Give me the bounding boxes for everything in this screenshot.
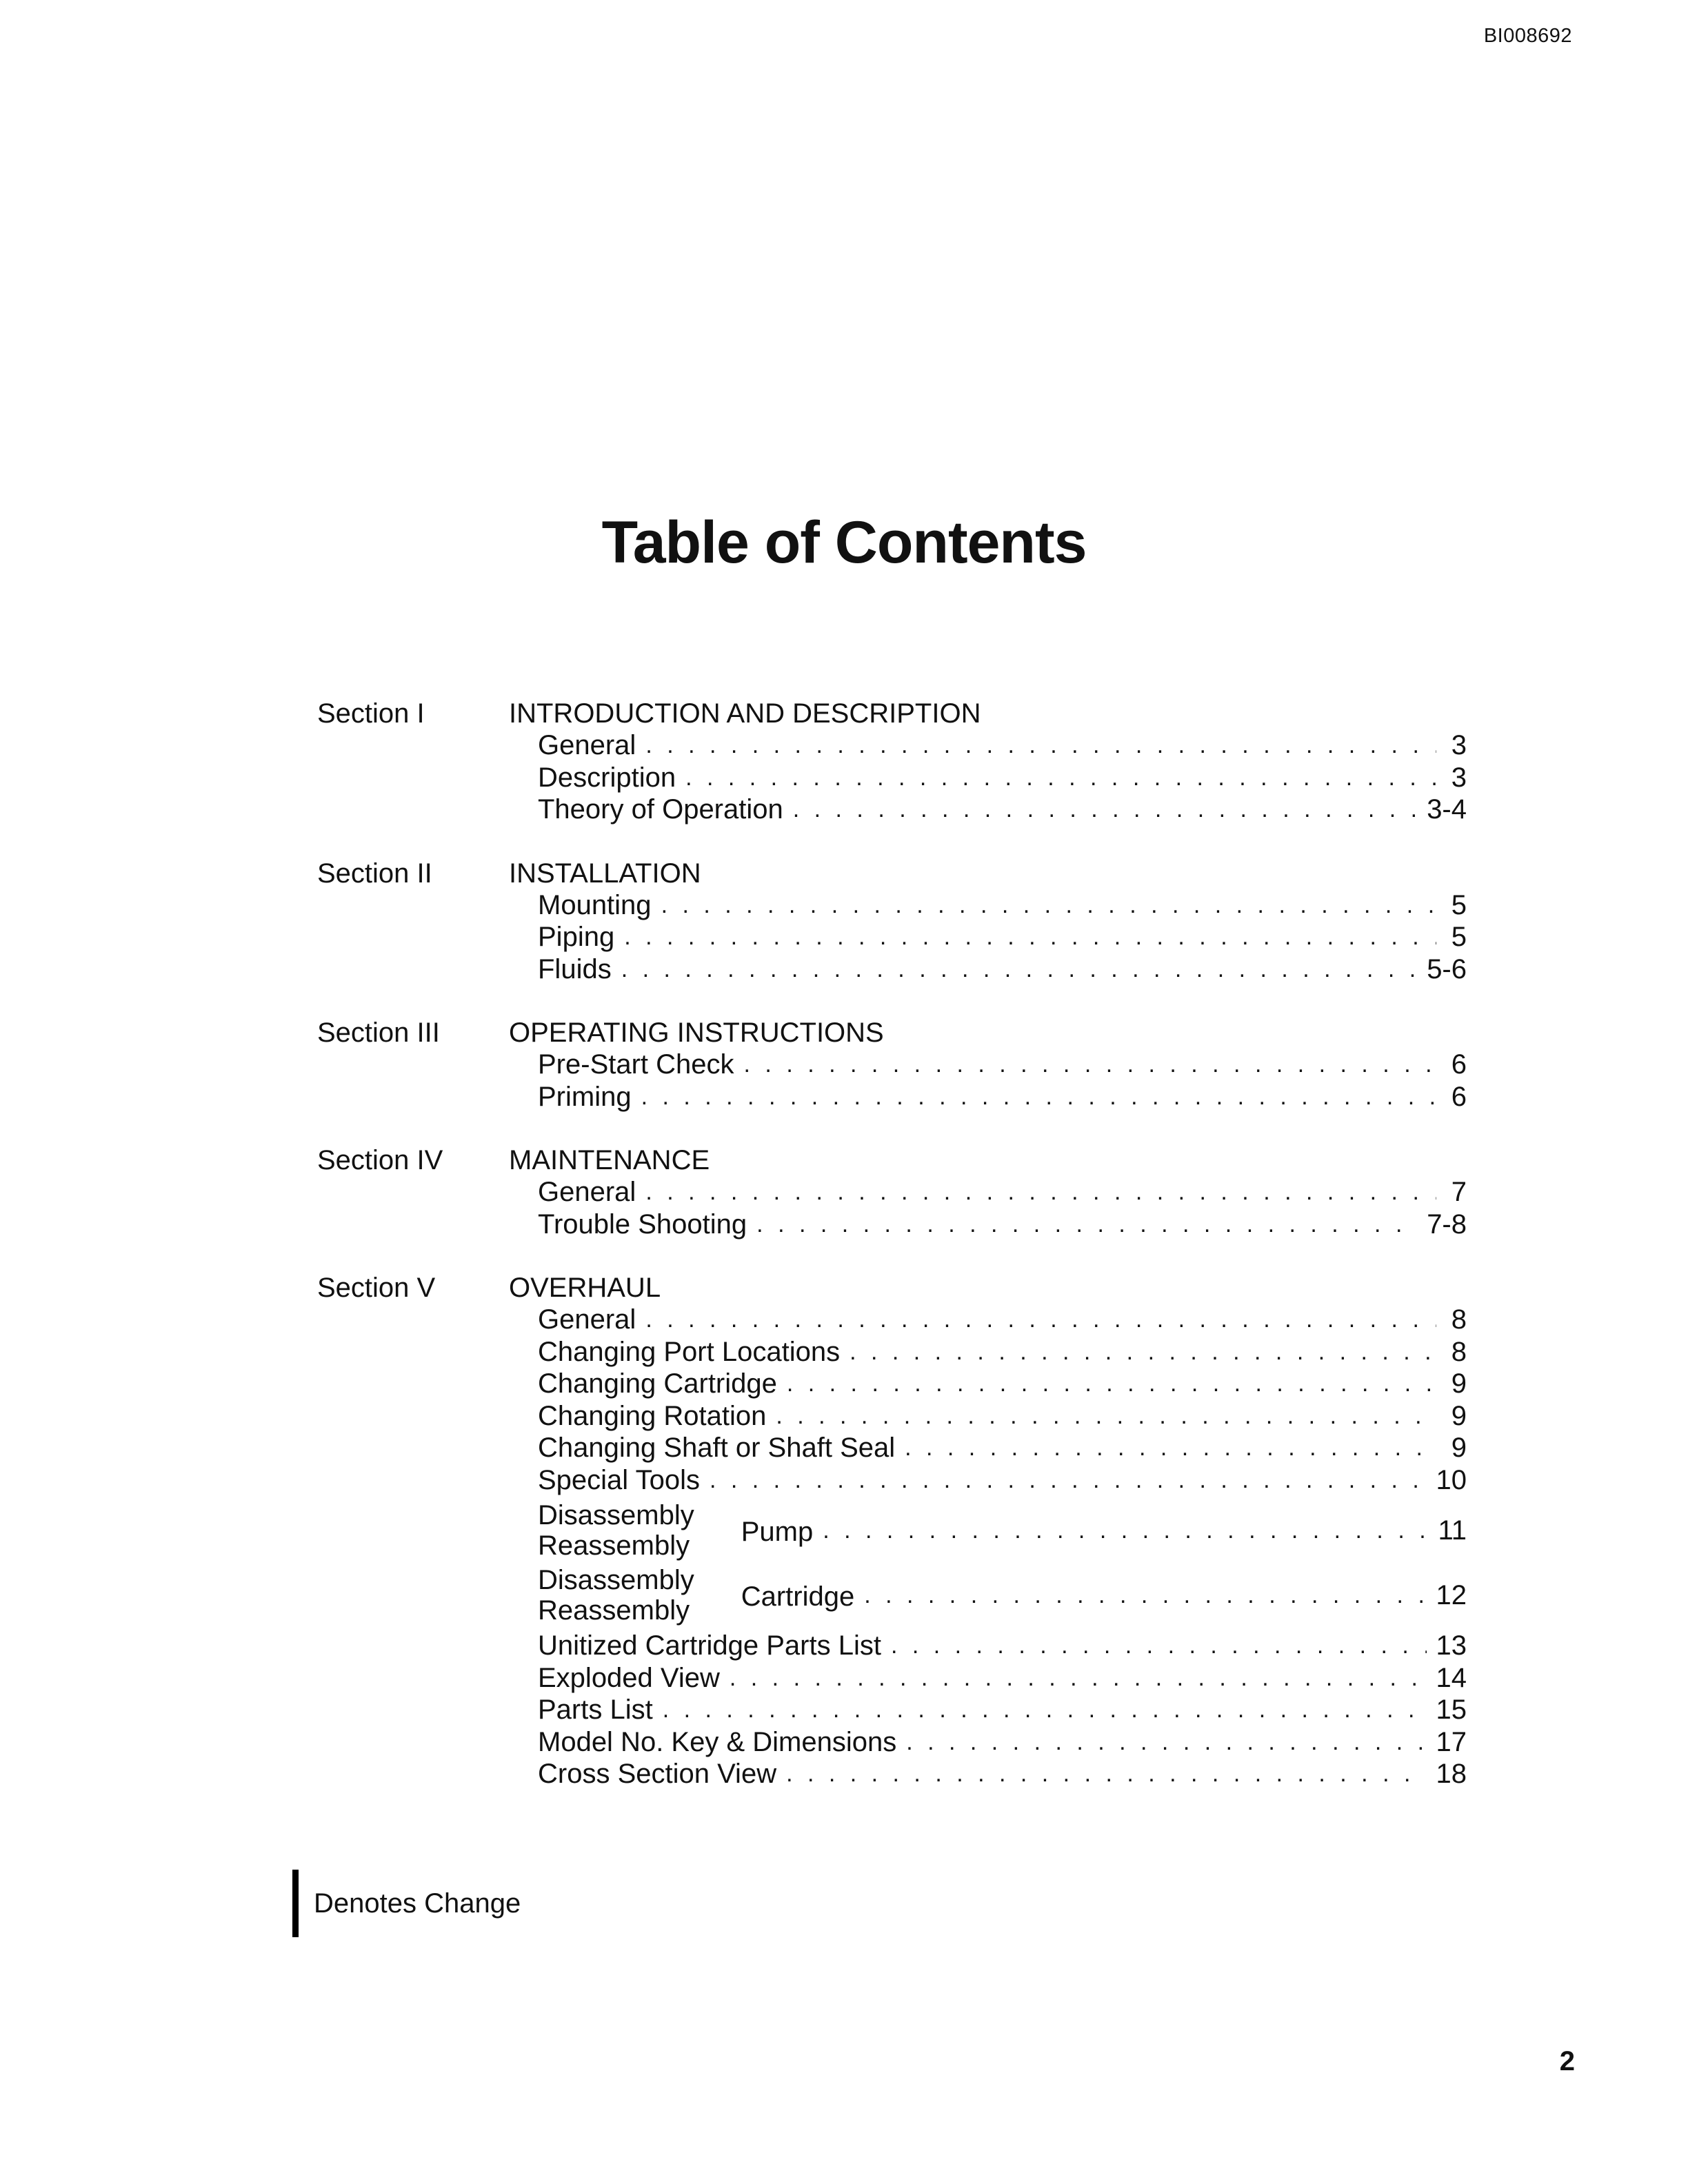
toc-entry-title: Pump	[741, 1516, 814, 1547]
change-bar-marker	[292, 1870, 299, 1937]
toc-section-5	[0, 1272, 1688, 1790]
dot-leader	[864, 1579, 1426, 1612]
group-labels	[538, 1500, 694, 1561]
group-labels	[538, 1565, 694, 1626]
toc-entry-page: 6	[1451, 1081, 1467, 1112]
dot-leader	[645, 1304, 1436, 1336]
dot-leader	[793, 793, 1417, 826]
toc-entry-title: Special Tools	[538, 1464, 700, 1495]
dot-leader	[621, 953, 1417, 986]
toc-entry[interactable]	[538, 1336, 1467, 1368]
toc-entry[interactable]	[538, 1049, 1467, 1081]
section-heading: MAINTENANCE	[509, 1145, 710, 1175]
dot-leader	[905, 1432, 1436, 1464]
toc-entry-page: 17	[1436, 1726, 1467, 1757]
dot-leader	[645, 1176, 1436, 1209]
group-label-top: Disassembly	[538, 1500, 694, 1530]
toc-entry-group[interactable]	[538, 1500, 1467, 1561]
dot-leader	[744, 1049, 1436, 1081]
group-label-bottom: Reassembly	[538, 1530, 690, 1561]
toc-entry[interactable]	[538, 1209, 1467, 1241]
toc-entry-page: 11	[1438, 1515, 1467, 1546]
toc-entry-title: Model No. Key & Dimensions	[538, 1726, 897, 1757]
section-label: Section IV	[317, 1145, 443, 1175]
dot-leader	[850, 1336, 1436, 1368]
legend-text: Denotes Change	[314, 1888, 521, 1919]
section-label: Section V	[317, 1273, 436, 1303]
toc-entry-page: 18	[1436, 1759, 1467, 1789]
dot-leader	[685, 762, 1436, 794]
toc-entry-title: Changing Cartridge	[538, 1368, 777, 1399]
toc-entry-page: 14	[1436, 1662, 1467, 1693]
document-id: BI008692	[1483, 25, 1572, 47]
toc-entry-title: General	[538, 1304, 636, 1335]
toc-entry[interactable]	[538, 762, 1467, 794]
toc-entry-title: Unitized Cartridge Parts List	[538, 1630, 881, 1661]
page-number: 2	[1559, 2046, 1575, 2076]
dot-leader	[823, 1515, 1428, 1547]
toc-entry[interactable]	[538, 1176, 1467, 1209]
toc-entry[interactable]	[538, 1630, 1467, 1662]
dot-leader	[756, 1209, 1417, 1241]
toc-entry[interactable]	[538, 793, 1467, 826]
toc-entry-page: 10	[1436, 1464, 1467, 1495]
page-title: Table of Contents	[601, 509, 1087, 576]
dot-leader	[891, 1630, 1427, 1662]
toc-entry-title: Piping	[538, 922, 615, 952]
dot-leader	[624, 921, 1436, 953]
toc-entry-page: 7	[1451, 1177, 1467, 1207]
toc-entry-title: Theory of Operation	[538, 794, 783, 825]
toc-entry-page: 8	[1451, 1304, 1467, 1335]
toc-entry[interactable]	[538, 1400, 1467, 1433]
toc-entry-title: Priming	[538, 1081, 632, 1112]
dot-leader	[661, 889, 1436, 922]
dot-leader	[645, 729, 1436, 762]
toc-entry-title: Mounting	[538, 889, 652, 920]
toc-entry[interactable]	[538, 1694, 1467, 1726]
toc-entry-page: 3	[1451, 730, 1467, 760]
toc-entry-title: General	[538, 730, 636, 760]
toc-section-3	[0, 1017, 1688, 1113]
toc-entry-page: 9	[1451, 1433, 1467, 1463]
toc-entry-title: Pre-Start Check	[538, 1049, 734, 1080]
toc-entry-title: Changing Shaft or Shaft Seal	[538, 1433, 896, 1463]
section-label: Section II	[317, 858, 432, 889]
toc-entry-title: Parts List	[538, 1695, 653, 1725]
toc-entry-page: 7-8	[1427, 1209, 1467, 1240]
toc-entry-group[interactable]	[538, 1565, 1467, 1626]
toc-entry-page: 9	[1451, 1400, 1467, 1431]
section-heading: INTRODUCTION AND DESCRIPTION	[509, 698, 981, 729]
dot-leader	[663, 1694, 1427, 1726]
section-heading: INSTALLATION	[509, 858, 701, 889]
toc-entry-page: 5	[1451, 889, 1467, 920]
dot-leader	[906, 1726, 1426, 1759]
toc-entry[interactable]	[538, 1464, 1467, 1497]
toc-entry-page: 9	[1451, 1368, 1467, 1399]
toc-entry-title: Cartridge	[741, 1581, 855, 1612]
toc-entry-page: 13	[1436, 1630, 1467, 1661]
toc-entry-page: 12	[1436, 1579, 1467, 1610]
toc-entry-title: General	[538, 1177, 636, 1207]
dot-leader	[710, 1464, 1427, 1497]
toc-entry-page: 6	[1451, 1049, 1467, 1080]
toc-entry[interactable]	[538, 729, 1467, 762]
toc-entry-title: Cross Section View	[538, 1759, 777, 1789]
dot-leader	[730, 1662, 1427, 1695]
toc-entry-page: 3-4	[1427, 794, 1467, 825]
toc-entry-title: Changing Rotation	[538, 1400, 767, 1431]
dot-leader	[786, 1758, 1426, 1790]
section-label: Section III	[317, 1018, 440, 1048]
section-label: Section I	[317, 698, 425, 729]
toc-entry-page: 15	[1436, 1695, 1467, 1725]
toc-entry[interactable]	[538, 1304, 1467, 1336]
toc-entry[interactable]	[538, 1081, 1467, 1113]
toc-entry-title: Trouble Shooting	[538, 1209, 747, 1240]
toc-section-4	[0, 1144, 1688, 1240]
section-heading: OPERATING INSTRUCTIONS	[509, 1018, 884, 1048]
toc-entry[interactable]	[538, 1662, 1467, 1695]
toc-entry[interactable]	[538, 1726, 1467, 1759]
change-legend	[292, 1870, 521, 1937]
toc-entry[interactable]	[538, 1758, 1467, 1790]
toc-entry-title: Fluids	[538, 953, 612, 984]
section-heading: OVERHAUL	[509, 1273, 661, 1303]
toc-entry-title: Changing Port Locations	[538, 1336, 841, 1367]
toc-entry-title: Description	[538, 762, 676, 793]
toc-section-1	[0, 698, 1688, 826]
toc-entry-page: 8	[1451, 1336, 1467, 1367]
toc-entry-page: 3	[1451, 762, 1467, 793]
toc-entry[interactable]	[538, 1432, 1467, 1464]
toc-entry[interactable]	[538, 921, 1467, 953]
dot-leader	[641, 1081, 1436, 1113]
toc-entry-page: 5-6	[1427, 953, 1467, 984]
toc-entry-page: 5	[1451, 922, 1467, 952]
toc-entry[interactable]	[538, 1368, 1467, 1400]
toc-entry-title: Exploded View	[538, 1662, 720, 1693]
group-label-top: Disassembly	[538, 1565, 694, 1595]
toc-section-2	[0, 858, 1688, 986]
toc-entry[interactable]	[538, 889, 1467, 922]
table-of-contents	[0, 698, 1688, 1822]
dot-leader	[776, 1400, 1436, 1433]
toc-entry[interactable]	[538, 953, 1467, 986]
dot-leader	[787, 1368, 1436, 1400]
group-label-bottom: Reassembly	[538, 1595, 690, 1626]
